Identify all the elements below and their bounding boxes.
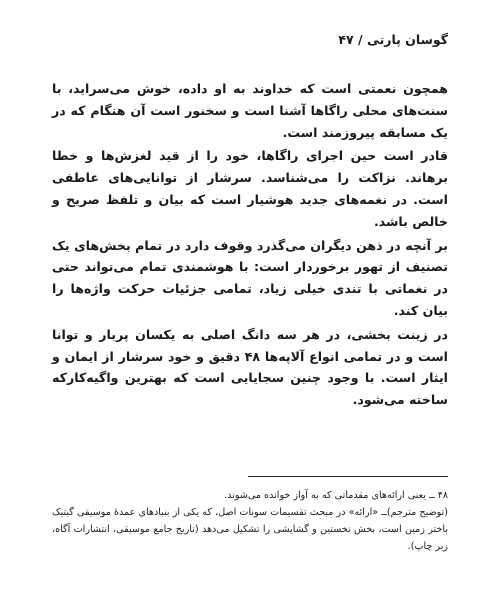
running-header: گوسان پارتی / ۴۷: [338, 32, 448, 47]
paragraph-3: بر آنچه در ذهن دیگران می‌گذرد وقوف دارد در تمام بخش‌های یک تصنیف از تهور برخوردار است: با هوشمندی تمام می‌تواند حتی در نغماتی با تندی خیلی زیاد، تمامی جزئیات حرکت واژه‌ها را بیان کند.: [52, 237, 448, 318]
footnote: [52, 487, 448, 555]
footnote-line-1: ۴۸ ــ یعنی ارائه‌های مقدماتی که به آواز خوانده می‌شوند.: [224, 490, 448, 501]
main-text: [52, 78, 448, 413]
footnote-line-2: (توضیح مترجم)ــ «ارائه» در مبحث تقسیمات سونات اصل، که یکی از بنیادهای عمدهٔ موسیقی گیتیک باختر زمین است، بخش نخستین و گشایشی را تشکیل می‌دهد (تاریخ جامع موسیقی، انتشارات آگاه، زیر چاپ).: [52, 507, 448, 552]
paragraph-1: همچون نعمتی است که خداوند به او داده، خوش می‌سراید، با سنت‌های محلی راگاها آشنا است و سخنور است آن هنگام که در یک مسابقه پیروزمند است.: [52, 81, 448, 140]
paragraph-2: قادر است حین اجرای راگاها، خود را از قید لغزش‌ها و خطا برهاند. نزاکت را می‌شناسد. سرشار از توانایی‌های عاطفی است. در نغمه‌های جدید هوشیار است که بیان و تلفظ صریح و خالص باشد.: [52, 148, 448, 229]
footnote-divider: [248, 476, 448, 477]
paragraph-4: در زینت بخشی، در هر سه دانگ اصلی به یکسان پربار و توانا است و در تمامی انواع آلاپه‌ها ۴۸ دقیق و خود سرشار از ایمان و ایثار است. با وجود چنین سجایایی است که بهترین واگیه‌کارکه ساخته می‌شود.: [52, 326, 449, 408]
